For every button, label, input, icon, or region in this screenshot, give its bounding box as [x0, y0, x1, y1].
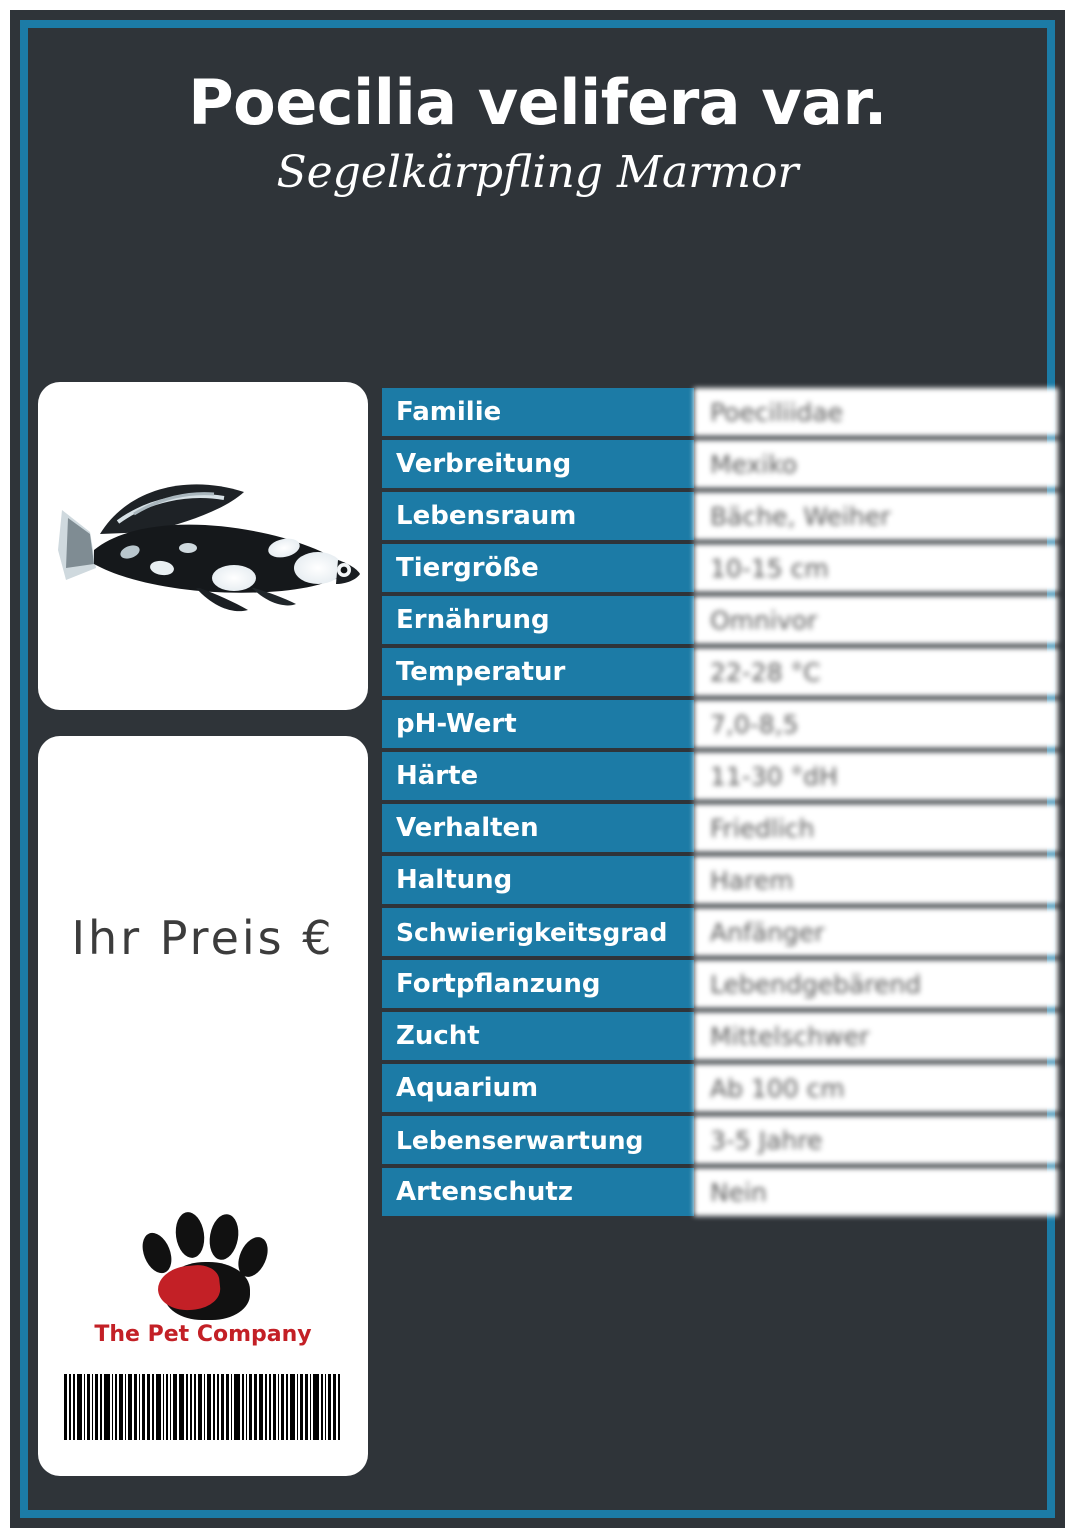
- attribute-value: Mittelschwer: [694, 1012, 1058, 1060]
- attribute-value: 10-15 cm: [694, 544, 1058, 592]
- attribute-value: Ab 100 cm: [694, 1064, 1058, 1112]
- attribute-label: Artenschutz: [382, 1168, 694, 1216]
- attribute-value: Harem: [694, 856, 1058, 904]
- attribute-value: 11-30 °dH: [694, 752, 1058, 800]
- table-row: [382, 1012, 1058, 1060]
- table-row: [382, 596, 1058, 644]
- brand-name: The Pet Company: [94, 1322, 312, 1347]
- attribute-label: Ernährung: [382, 596, 694, 644]
- price-card: [38, 736, 368, 1476]
- table-row: [382, 1116, 1058, 1164]
- attribute-label: Familie: [382, 388, 694, 436]
- attribute-value: Friedlich: [694, 804, 1058, 852]
- price-label: Ihr Preis €: [71, 911, 335, 965]
- page-subtitle: Segelkärpfling Marmor: [276, 147, 799, 199]
- attribute-value: 3-5 Jahre: [694, 1116, 1058, 1164]
- table-row: [382, 1168, 1058, 1216]
- brand-logo: [38, 1206, 368, 1347]
- attribute-label: Lebenserwartung: [382, 1116, 694, 1164]
- attribute-label: Tiergröße: [382, 544, 694, 592]
- attribute-label: Verbreitung: [382, 440, 694, 488]
- attribute-value: Omnivor: [694, 596, 1058, 644]
- attribute-value: Anfänger: [694, 908, 1058, 956]
- table-row: [382, 492, 1058, 540]
- attribute-label: Haltung: [382, 856, 694, 904]
- table-row: [382, 856, 1058, 904]
- attribute-label: pH-Wert: [382, 700, 694, 748]
- attribute-label: Aquarium: [382, 1064, 694, 1112]
- table-row: [382, 960, 1058, 1008]
- fish-image: [38, 382, 368, 710]
- accent-border-top: [20, 20, 1055, 28]
- accent-border-bottom: [20, 1510, 1055, 1518]
- attribute-label: Zucht: [382, 1012, 694, 1060]
- table-row: [382, 908, 1058, 956]
- species-attributes-table: [382, 388, 1058, 1220]
- table-row: [382, 388, 1058, 436]
- table-row: [382, 804, 1058, 852]
- attribute-label: Schwierigkeitsgrad: [382, 908, 694, 956]
- header: [40, 66, 1035, 199]
- table-row: [382, 544, 1058, 592]
- attribute-label: Lebensraum: [382, 492, 694, 540]
- attribute-label: Temperatur: [382, 648, 694, 696]
- attribute-label: Fortpflanzung: [382, 960, 694, 1008]
- attribute-value: Poeciliidae: [694, 388, 1058, 436]
- attribute-value: Lebendgebärend: [694, 960, 1058, 1008]
- table-row: [382, 1064, 1058, 1112]
- attribute-value: Bäche, Weiher: [694, 492, 1058, 540]
- species-photo-card: [38, 382, 368, 710]
- attribute-value: 7,0-8,5: [694, 700, 1058, 748]
- paw-icon: [128, 1206, 278, 1316]
- table-row: [382, 752, 1058, 800]
- table-row: [382, 648, 1058, 696]
- attribute-label: Verhalten: [382, 804, 694, 852]
- accent-border-left: [20, 20, 28, 1518]
- attribute-value: Mexiko: [694, 440, 1058, 488]
- attribute-label: Härte: [382, 752, 694, 800]
- attribute-value: 22-28 °C: [694, 648, 1058, 696]
- attribute-value: Nein: [694, 1168, 1058, 1216]
- table-row: [382, 440, 1058, 488]
- table-row: [382, 700, 1058, 748]
- page-title: Poecilia velifera var.: [188, 66, 887, 139]
- barcode: [64, 1374, 342, 1440]
- fish-illustration: [38, 382, 368, 710]
